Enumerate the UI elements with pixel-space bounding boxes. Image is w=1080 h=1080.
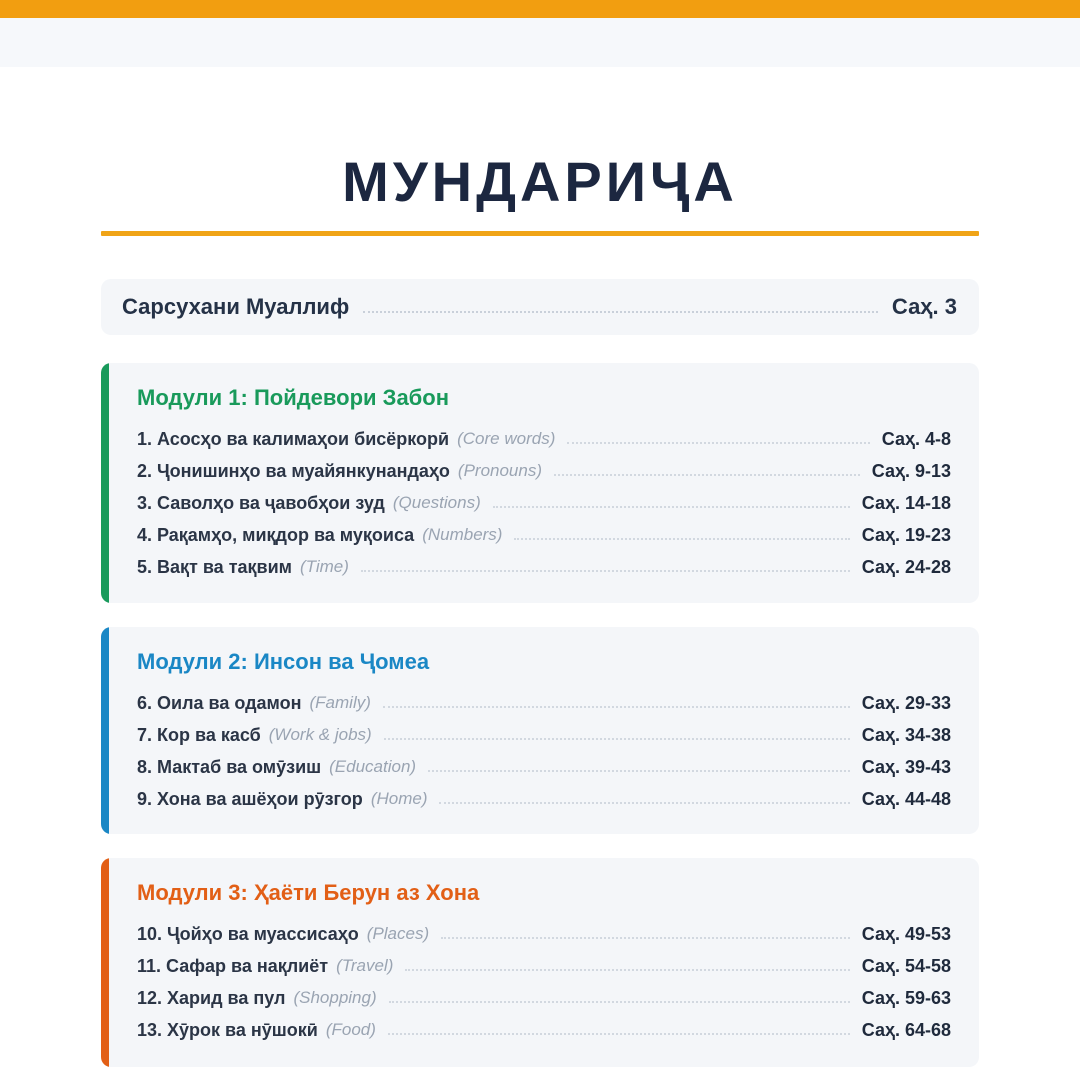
dot-leader [384,738,850,740]
dot-leader [363,311,878,313]
toc-item-english: (Pronouns) [457,461,543,480]
header-band [0,18,1080,67]
toc-item-page: Саҳ. 44-48 [861,788,951,809]
toc-item-name: 10. Ҷойҳо ва муассисаҳо [137,923,359,944]
toc-row[interactable] [137,455,951,487]
toc-item-english: (Core words) [457,429,556,448]
toc-item-name: 11. Сафар ва нақлиёт [137,955,329,976]
title-underline [101,231,979,236]
preface-label: Сарсухани Муаллиф [122,294,350,319]
module-3-card [101,858,979,1067]
dot-leader [389,1001,850,1003]
toc-row[interactable] [137,719,951,751]
toc-item-name: 1. Асосҳо ва калимаҳои бисёркорӣ [137,428,450,449]
toc-item-english: (Numbers) [422,525,503,544]
toc-row[interactable] [137,783,951,815]
toc-row[interactable] [137,918,951,950]
toc-item-name: 7. Кор ва касб [137,724,261,745]
module-3-title: Модули 3: Ҳаёти Берун аз Хона [137,880,480,905]
dot-leader [439,802,849,804]
toc-row[interactable] [137,551,951,583]
module-3-accent-bar [101,858,109,1067]
toc-row[interactable] [137,687,951,719]
toc-item-page: Саҳ. 34-38 [861,724,951,745]
toc-row[interactable] [137,950,951,982]
toc-item-name: 5. Вақт ва тақвим [137,556,292,577]
toc-item-name: 9. Хона ва ашёҳои рӯзгор [137,788,363,809]
toc-item-name: 13. Хӯрок ва нӯшокӣ [137,1019,318,1040]
toc-row[interactable] [137,751,951,783]
module-1-accent-bar [101,363,109,603]
dot-leader [428,770,850,772]
toc-item-english: (Family) [309,693,371,712]
toc-item-page: Саҳ. 54-58 [861,955,951,976]
dot-leader [441,937,850,939]
dot-leader [567,442,869,444]
toc-item-page: Саҳ. 9-13 [871,460,951,481]
dot-leader [405,969,849,971]
dot-leader [554,474,860,476]
toc-item-page: Саҳ. 64-68 [861,1019,951,1040]
toc-item-page: Саҳ. 19-23 [861,524,951,545]
toc-item-english: (Questions) [392,493,481,512]
dot-leader [514,538,849,540]
module-1-card [101,363,979,603]
toc-item-name: 2. Ҷонишинҳо ва муайянкунандаҳо [137,460,450,481]
toc-item-page: Саҳ. 39-43 [861,756,951,777]
toc-item-english: (Shopping) [293,988,377,1007]
dot-leader [361,570,850,572]
preface-entry[interactable] [101,279,979,335]
toc-item-english: (Travel) [336,956,394,975]
module-2-card [101,627,979,834]
toc-item-english: (Food) [325,1020,376,1039]
toc-item-page: Саҳ. 4-8 [881,428,951,449]
dot-leader [493,506,850,508]
toc-row[interactable] [137,423,951,455]
toc-item-english: (Education) [329,757,417,776]
toc-item-name: 12. Харид ва пул [137,987,286,1008]
dot-leader [388,1033,850,1035]
toc-item-page: Саҳ. 29-33 [861,692,951,713]
module-1-title: Модули 1: Пойдевори Забон [137,385,449,410]
toc-item-page: Саҳ. 49-53 [861,923,951,944]
toc-item-page: Саҳ. 14-18 [861,492,951,513]
toc-item-name: 6. Оила ва одамон [137,692,302,713]
toc-item-english: (Work & jobs) [268,725,372,744]
toc-item-name: 3. Саволҳо ва ҷавобҳои зуд [137,492,385,513]
dot-leader [383,706,850,708]
toc-row[interactable] [137,519,951,551]
toc-item-english: (Places) [366,924,430,943]
page-title: МУНДАРИҶА [342,150,738,213]
toc-item-name: 8. Мактаб ва омӯзиш [137,756,322,777]
toc-item-page: Саҳ. 24-28 [861,556,951,577]
toc-item-english: (Time) [299,557,349,576]
toc-row[interactable] [137,982,951,1014]
toc-row[interactable] [137,1014,951,1046]
module-2-title: Модули 2: Инсон ва Ҷомеа [137,649,430,674]
toc-item-name: 4. Рақамҳо, миқдор ва муқоиса [137,524,415,545]
module-2-accent-bar [101,627,109,834]
toc-item-english: (Home) [370,789,428,808]
preface-page: Саҳ. 3 [891,294,957,319]
toc-item-page: Саҳ. 59-63 [861,987,951,1008]
toc-row[interactable] [137,487,951,519]
top-accent-bar [0,0,1080,18]
